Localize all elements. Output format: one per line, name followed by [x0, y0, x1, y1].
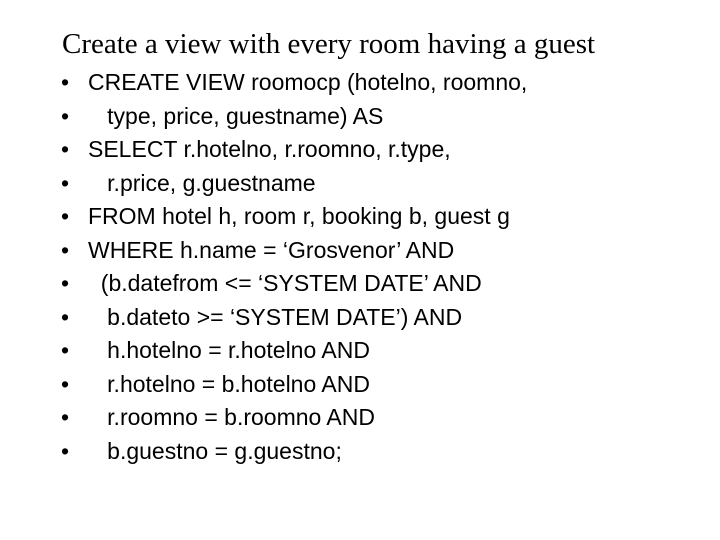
slide-title: Create a view with every room having a guest [62, 28, 596, 60]
bullet-icon: • [60, 370, 70, 397]
bullet-text: WHERE h.name = ‘Grosvenor’ AND [88, 236, 455, 263]
bullet-text: CREATE VIEW roomocp (hotelno, roomno, [88, 69, 528, 95]
bullet-text: r.price, g.guestname [88, 169, 316, 196]
bullet-icon: • [60, 404, 70, 430]
bullet-text: r.hotelno = b.hotelno AND [88, 370, 370, 397]
bullet-text: FROM hotel h, room r, booking b, guest g [88, 203, 510, 229]
bullet-text: b.guestno = g.guestno; [88, 437, 342, 464]
bullet-text: SELECT r.hotelno, r.roomno, r.type, [88, 136, 451, 162]
bullet-icon: • [60, 69, 70, 95]
bullet-icon: • [60, 203, 70, 229]
bullet-text: b.dateto >= ‘SYSTEM DATE’) AND [88, 303, 463, 330]
bullet-icon: • [60, 270, 70, 296]
bullet-icon: • [60, 169, 70, 196]
bullet-icon: • [60, 437, 70, 464]
bullet-text: h.hotelno = r.hotelno AND [88, 337, 370, 363]
bullet-text: r.roomno = b.roomno AND [88, 404, 375, 430]
bullet-icon: • [60, 236, 70, 263]
bullet-icon: • [60, 136, 70, 162]
bullet-icon: • [60, 102, 70, 129]
bullet-icon: • [60, 303, 70, 330]
bullet-text: type, price, guestname) AS [88, 102, 384, 129]
bullet-icon: • [60, 337, 70, 363]
bullet-text: (b.datefrom <= ‘SYSTEM DATE’ AND [88, 270, 482, 296]
